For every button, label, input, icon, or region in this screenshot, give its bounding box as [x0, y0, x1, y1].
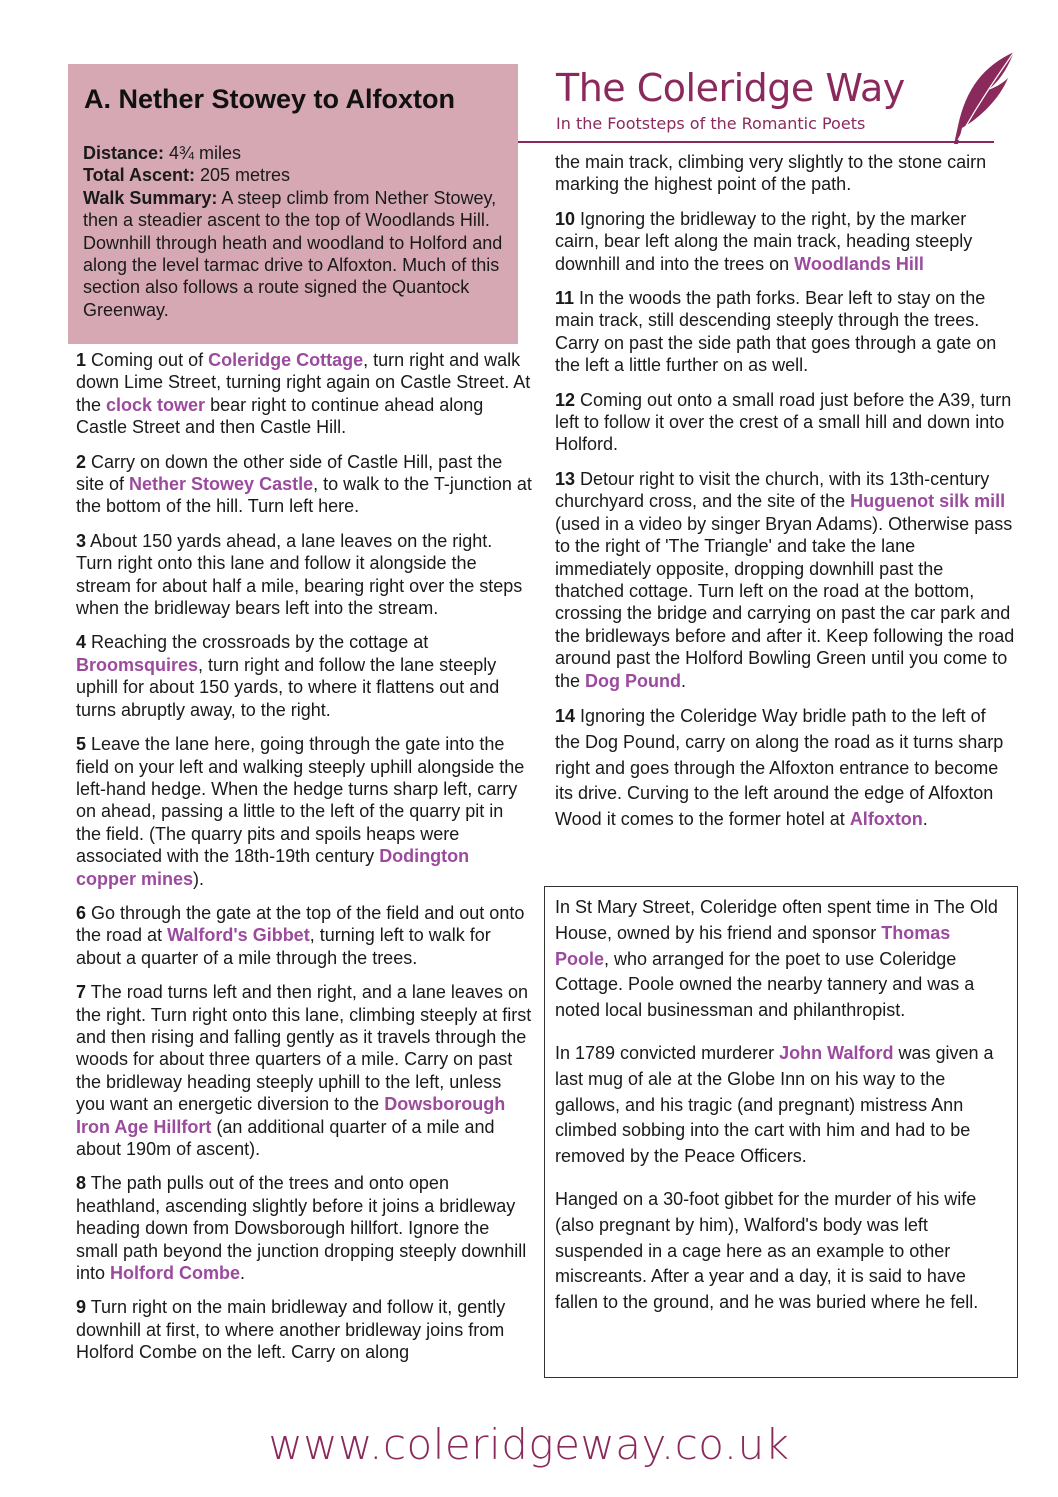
step-text: About 150 yards ahead, a lane leaves on the right. Turn right onto this lane and follow it alongside the stream for about half a mile, bearing right over the steps when the bridleway bears left into the stream. [76, 530, 523, 619]
step-text: The road turns left and then right, and a lane leaves on the right. Turn right onto this lane, climbing steeply at first and then rising and falling gently as it travels through the woods for about three quarters of a mile. Carry on past the bridleway heading steeply uphill to the left, unless you want an energetic diversion to the [76, 982, 532, 1115]
distance-line [83, 142, 504, 164]
step-text: , turning left to walk for about a quarter of a mile through the trees. [76, 925, 491, 968]
place-link[interactable]: Alfoxton [849, 809, 923, 830]
quill-feather-icon [944, 48, 1024, 146]
place-link[interactable]: Nether Stowey Castle [129, 474, 314, 495]
place-link[interactable]: Woodlands Hill [794, 253, 924, 274]
step-3 [76, 530, 532, 620]
step-number: 2 [76, 451, 87, 472]
sidebar-text: In 1789 convicted murderer [555, 1042, 780, 1063]
step-text: Leave the lane here, going through the gate into the field on your left and walking steeply uphill alongside the left-hand hedge. When the hedge turns sharp left, carry on ahead, passing a little to the left of the quarry pit in the field. (The quarry pits and spoils heaps were associated with the 18th-19th century [76, 734, 525, 867]
sidebar-paragraph [555, 895, 1007, 1024]
sidebar-text: was given a last mug of ale at the Globe Inn on his way to the gallows, and his tragic (and pregnant) mistress Ann climbed sobbing into the cart with him and had to be removed by the Peace Officers. [555, 1042, 994, 1167]
step-text: Turn right on the main bridleway and follow it, gently downhill at first, to where another bridleway joins from Holford Combe on the left. Carry on along [76, 1297, 506, 1363]
step-9-continued [555, 151, 1015, 196]
step-text: The path pulls out of the trees and onto open heathland, ascending slightly before it joins a bridleway heading down from Dowsborough hillfort. Ignore the small path beyond the junction dropping steeply downhill into [76, 1173, 527, 1284]
step-number: 3 [76, 530, 87, 551]
step-text: Ignoring the bridleway to the right, by the marker cairn, bear left along the main track, heading steeply downhill and into the trees on [555, 208, 973, 274]
step-9 [76, 1296, 532, 1363]
walk-summary-panel [68, 142, 518, 344]
ascent-value: 205 metres [195, 165, 291, 186]
step-text: Reaching the crossroads by the cottage at [86, 632, 429, 653]
sidebar-text: , who arranged for the poet to use Coleridge Cottage. Poole owned the nearby tannery and was a noted local businessman and philanthropist. [555, 948, 975, 1021]
step-text: , to walk to the T-junction at the bottom of the hill. Turn left here. [76, 474, 532, 517]
distance-label: Distance: [83, 143, 165, 163]
step-number: 6 [76, 902, 87, 923]
sidebar-text: Hanged on a 30-foot gibbet for the murder of his wife (also pregnant by him), Walford's body was left suspended in a cage here as an example to other miscreants. After a year and a day, it is said to have fallen to the ground, and he was buried where he fell. [555, 1188, 979, 1313]
step-number: 13 [555, 468, 576, 489]
section-title: A. Nether Stowey to Alfoxton [84, 84, 456, 114]
step-text: , turn right and walk down Lime Street, turning right again on Castle Street. At the [76, 350, 531, 415]
step-number: 1 [76, 350, 87, 370]
place-link[interactable]: Dowsborough Iron Age Hillfort [76, 1094, 506, 1137]
sidebar-text: In St Mary Street, Coleridge often spent time in The Old House, owned by his friend and sponsor [555, 897, 998, 943]
step-1 [76, 349, 532, 439]
step-text: . [240, 1263, 246, 1284]
step-14 [555, 704, 1015, 833]
step-number: 8 [76, 1173, 87, 1194]
step-5 [76, 733, 532, 890]
place-link[interactable]: Holford Combe [110, 1263, 241, 1284]
step-text: Coming out onto a small road just before the A39, turn left to follow it over the crest of a small hill and down into Holford. [555, 389, 1012, 455]
step-number: 12 [555, 389, 576, 410]
step-11 [555, 287, 1015, 377]
sidebar-paragraph [555, 1041, 1007, 1170]
step-8 [76, 1172, 532, 1284]
place-link[interactable]: Huguenot silk mill [850, 491, 1006, 512]
footer-website-link[interactable]: www.coleridgeway.co.uk [268, 1420, 790, 1469]
step-text: In the woods the path forks. Bear left to stay on the main track, still descending steeply through the trees. Carry on past the side path that goes through a gate on the left a little further on as well. [555, 288, 997, 376]
history-sidebar-box [544, 886, 1018, 1378]
person-link[interactable]: Thomas Poole [555, 922, 951, 969]
step-number: 14 [555, 705, 576, 726]
distance-value: 4¾ miles [164, 143, 242, 163]
step-7 [76, 981, 532, 1160]
place-link[interactable]: Dodington copper mines [76, 846, 470, 889]
sidebar-paragraph [555, 1187, 1007, 1316]
walk-summary-text: A steep climb from Nether Stowey, then a steadier ascent to the top of Woodlands Hill. Downhill through heath and woodland to Holford and along the level tarmac drive to Alfoxton. Much of this section also follows a route signed the Quantock Greenway. [83, 187, 503, 320]
step-text: , turn right and follow the lane steeply uphill for about 150 yards, to where it flattens out and turns abruptly away, to the right. [76, 654, 500, 720]
directions-column-right [555, 151, 1015, 845]
person-link[interactable]: John Walford [779, 1042, 894, 1063]
step-number: 7 [76, 982, 87, 1003]
directions-column-left [76, 349, 532, 1376]
step-text: ). [193, 868, 205, 889]
step-text: Detour right to visit the church, with its 13th-century churchyard cross, and the site of the [555, 468, 990, 512]
step-number: 9 [76, 1297, 87, 1318]
walk-summary-line [83, 187, 504, 321]
step-text: Carry on down the other side of Castle Hill, past the site of [76, 451, 503, 495]
step-number: 11 [555, 288, 575, 309]
brand-name: The Coleridge Way [556, 66, 905, 110]
brand-logo [556, 66, 996, 133]
step-text: Ignoring the Coleridge Way bridle path to the left of the Dog Pound, carry on along the road as it turns sharp right and goes through the Alfoxton entrance to become its drive. Curving to the left around the edge of Alfoxton Wood it comes to the former hotel at [555, 705, 1004, 830]
place-link[interactable]: Coleridge Cottage [208, 350, 364, 370]
step-text: the main track, climbing very slightly to the stone cairn marking the highest point of the path. [555, 152, 987, 195]
header-divider [518, 141, 994, 143]
place-link[interactable]: clock tower [106, 394, 206, 415]
step-number: 4 [76, 632, 87, 653]
brand-tagline: In the Footsteps of the Romantic Poets [556, 114, 866, 133]
step-text: (used in a video by singer Bryan Adams). Otherwise pass to the right of 'The Triangle' and take the lane immediately opposite, dropping downhill past the thatched cottage. Turn left on the road at the bottom, crossing the bridge and carrying on past the car park and the bridleways before and after it. Keep following the road around past the Holford Bowling Green until you come to the [555, 513, 1015, 691]
step-2 [76, 451, 532, 518]
step-6 [76, 902, 532, 969]
step-text: Coming out of [86, 350, 209, 370]
step-text: . [922, 809, 928, 830]
place-link[interactable]: Dog Pound [585, 670, 682, 691]
place-link[interactable]: Walford's Gibbet [167, 925, 310, 946]
step-text: . [681, 670, 687, 691]
step-10 [555, 208, 1015, 275]
step-13 [555, 468, 1015, 692]
ascent-label: Total Ascent: [83, 165, 196, 186]
ascent-line [83, 164, 504, 186]
step-number: 10 [555, 208, 576, 229]
place-link[interactable]: Broomsquires [76, 654, 199, 675]
walk-summary-label: Walk Summary: [83, 187, 218, 208]
section-title-panel [68, 64, 518, 142]
step-12 [555, 389, 1015, 456]
step-number: 5 [76, 734, 87, 755]
step-text: (an additional quarter of a mile and about 190m of ascent). [76, 1116, 495, 1159]
step-text: bear right to continue ahead along Castle Street and then Castle Hill. [76, 394, 484, 438]
step-4 [76, 631, 532, 721]
step-text: Go through the gate at the top of the field and out onto the road at [76, 902, 525, 946]
